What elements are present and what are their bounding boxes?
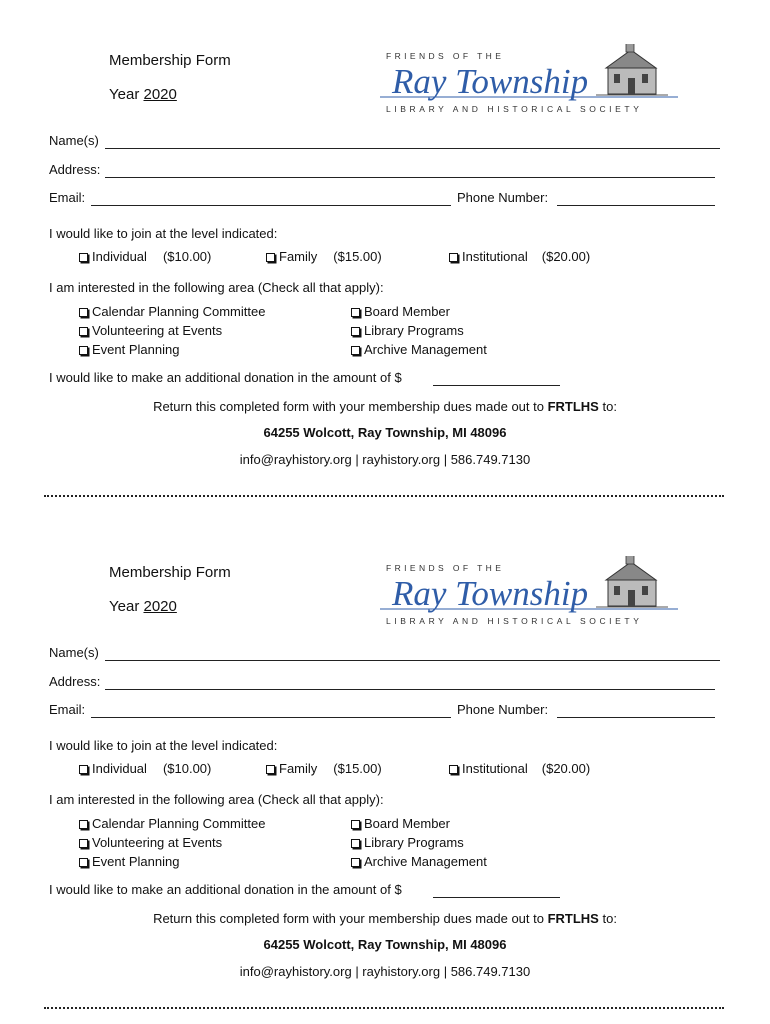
phone-field[interactable] xyxy=(557,717,715,718)
email-label: Email: xyxy=(49,702,86,717)
interest-board[interactable]: Board Member xyxy=(351,304,450,319)
checkbox[interactable] xyxy=(351,327,360,336)
address-field[interactable] xyxy=(105,689,715,690)
email-label: Email: xyxy=(49,190,86,205)
level-individual[interactable]: Individual ($10.00) xyxy=(79,761,211,776)
checkbox[interactable] xyxy=(79,839,88,848)
schoolhouse-icon xyxy=(596,556,668,607)
join-prompt: I would like to join at the level indicated: xyxy=(49,226,278,241)
interest-archive[interactable]: Archive Management xyxy=(351,342,487,357)
checkbox[interactable] xyxy=(351,839,360,848)
logo-top-text: FRIENDS OF THE xyxy=(386,563,505,573)
interest-calendar[interactable]: Calendar Planning Committee xyxy=(79,304,265,319)
checkbox[interactable] xyxy=(79,858,88,867)
checkbox[interactable] xyxy=(79,253,88,262)
donation-label: I would like to make an additional donation in the amount of $ xyxy=(49,882,402,897)
phone-field[interactable] xyxy=(557,205,715,206)
cut-line xyxy=(44,1007,724,1009)
logo-bottom-text: LIBRARY AND HISTORICAL SOCIETY xyxy=(386,104,643,114)
phone-label: Phone Number: xyxy=(457,190,549,205)
interest-event-planning[interactable]: Event Planning xyxy=(79,854,179,869)
interest-library[interactable]: Library Programs xyxy=(351,323,464,338)
names-label: Name(s) xyxy=(49,645,99,660)
address-label: Address: xyxy=(49,162,101,177)
cut-line xyxy=(44,495,724,497)
level-individual[interactable]: Individual ($10.00) xyxy=(79,249,211,264)
checkbox[interactable] xyxy=(449,765,458,774)
donation-field[interactable] xyxy=(433,897,560,898)
checkbox[interactable] xyxy=(351,858,360,867)
join-prompt: I would like to join at the level indicated: xyxy=(49,738,278,753)
contact-info: info@rayhistory.org | rayhistory.org | 586.749.7130 xyxy=(239,452,531,467)
form-title: Membership Form xyxy=(109,52,231,69)
checkbox[interactable] xyxy=(351,346,360,355)
return-instructions: Return this completed form with your membership dues made out to FRTLHS to: xyxy=(153,911,617,926)
form-title: Membership Form xyxy=(109,564,231,581)
contact-info: info@rayhistory.org | rayhistory.org | 586.749.7130 xyxy=(239,964,531,979)
interest-library[interactable]: Library Programs xyxy=(351,835,464,850)
donation-label: I would like to make an additional donation in the amount of $ xyxy=(49,370,402,385)
donation-field[interactable] xyxy=(433,385,560,386)
email-field[interactable] xyxy=(91,717,451,718)
year-value: 2020 xyxy=(143,598,177,615)
logo-top-text: FRIENDS OF THE xyxy=(386,51,505,61)
interest-volunteering[interactable]: Volunteering at Events xyxy=(79,835,222,850)
logo-main-text: Ray Township xyxy=(392,574,589,613)
membership-form xyxy=(0,512,770,1024)
checkbox[interactable] xyxy=(79,346,88,355)
address-label: Address: xyxy=(49,674,101,689)
year-value: 2020 xyxy=(143,86,177,103)
interest-volunteering[interactable]: Volunteering at Events xyxy=(79,323,222,338)
logo-main-text: Ray Township xyxy=(392,62,589,101)
society-logo xyxy=(378,44,678,124)
level-institutional[interactable]: Institutional ($20.00) xyxy=(449,249,590,264)
address-field[interactable] xyxy=(105,177,715,178)
names-label: Name(s) xyxy=(49,133,99,148)
schoolhouse-icon xyxy=(596,44,668,95)
level-institutional[interactable]: Institutional ($20.00) xyxy=(449,761,590,776)
interest-board[interactable]: Board Member xyxy=(351,816,450,831)
checkbox[interactable] xyxy=(266,253,275,262)
interest-event-planning[interactable]: Event Planning xyxy=(79,342,179,357)
org-abbrev: FRTLHS xyxy=(547,911,599,926)
names-field[interactable] xyxy=(105,660,720,661)
mailing-address: 64255 Wolcott, Ray Township, MI 48096 xyxy=(263,937,507,952)
checkbox[interactable] xyxy=(79,820,88,829)
phone-label: Phone Number: xyxy=(457,702,549,717)
interest-prompt: I am interested in the following area (Check all that apply): xyxy=(49,792,384,807)
return-instructions: Return this completed form with your membership dues made out to FRTLHS to: xyxy=(153,399,617,414)
society-logo xyxy=(378,556,678,636)
mailing-address: 64255 Wolcott, Ray Township, MI 48096 xyxy=(263,425,507,440)
form-year: Year 2020 xyxy=(109,86,177,103)
interest-archive[interactable]: Archive Management xyxy=(351,854,487,869)
level-family[interactable]: Family ($15.00) xyxy=(266,249,382,264)
form-year: Year 2020 xyxy=(109,598,177,615)
interest-calendar[interactable]: Calendar Planning Committee xyxy=(79,816,265,831)
checkbox[interactable] xyxy=(351,308,360,317)
interest-prompt: I am interested in the following area (Check all that apply): xyxy=(49,280,384,295)
names-field[interactable] xyxy=(105,148,720,149)
checkbox[interactable] xyxy=(79,765,88,774)
email-field[interactable] xyxy=(91,205,451,206)
level-family[interactable]: Family ($15.00) xyxy=(266,761,382,776)
checkbox[interactable] xyxy=(449,253,458,262)
checkbox[interactable] xyxy=(266,765,275,774)
checkbox[interactable] xyxy=(351,820,360,829)
checkbox[interactable] xyxy=(79,327,88,336)
org-abbrev: FRTLHS xyxy=(547,399,599,414)
checkbox[interactable] xyxy=(79,308,88,317)
logo-bottom-text: LIBRARY AND HISTORICAL SOCIETY xyxy=(386,616,643,626)
